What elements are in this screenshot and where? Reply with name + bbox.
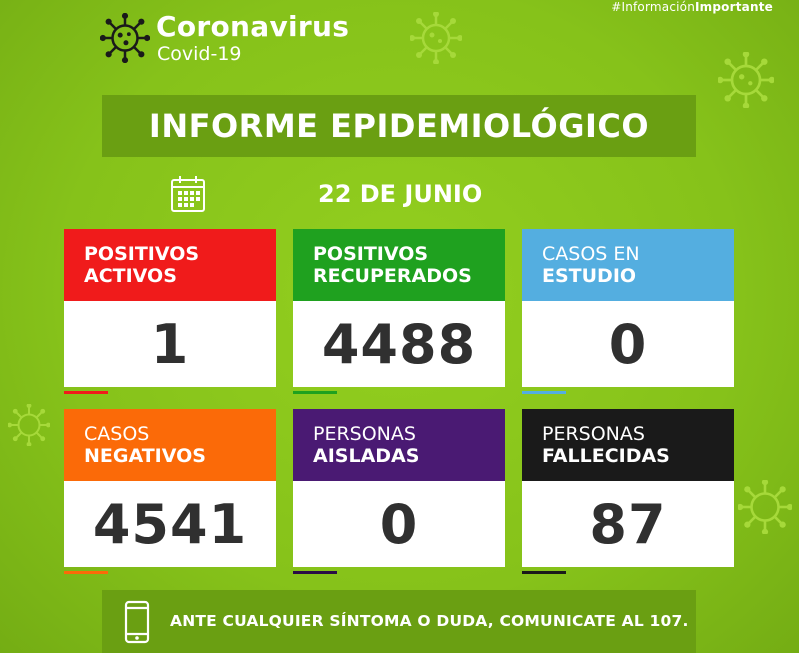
card-value-box xyxy=(64,481,276,567)
card-value: 4541 xyxy=(92,492,248,556)
card-label-line2: ACTIVOS xyxy=(84,265,177,287)
footer-message: ANTE CUALQUIER SÍNTOMA O DUDA, COMUNICATE AL 107. xyxy=(170,612,689,630)
card-positivos-activos xyxy=(64,229,276,389)
card-accent-line xyxy=(64,391,108,394)
card-label-line2: AISLADAS xyxy=(313,445,420,467)
virus-icon xyxy=(8,404,50,446)
card-header xyxy=(522,409,734,481)
card-personas-fallecidas xyxy=(522,409,734,569)
virus-icon xyxy=(718,52,774,108)
card-value-box xyxy=(293,481,505,567)
card-label-line1: POSITIVOS xyxy=(84,243,200,265)
card-label-line2: NEGATIVOS xyxy=(84,445,206,467)
card-positivos-recuperados xyxy=(293,229,505,389)
card-accent-line xyxy=(293,391,337,394)
brand-subtitle: Covid-19 xyxy=(157,43,242,65)
virus-icon xyxy=(410,12,462,64)
card-accent-line xyxy=(522,571,566,574)
card-label-line2: RECUPERADOS xyxy=(313,265,472,287)
card-value: 4488 xyxy=(321,312,477,376)
card-value: 0 xyxy=(379,492,419,556)
brand-title: Coronavirus xyxy=(156,10,350,43)
card-value-box xyxy=(293,301,505,387)
calendar-icon xyxy=(170,175,206,217)
card-label-line1: CASOS xyxy=(84,423,150,445)
card-label-line1: PERSONAS xyxy=(313,423,416,445)
card-accent-line xyxy=(522,391,566,394)
card-label-line1: PERSONAS xyxy=(542,423,645,445)
card-header xyxy=(293,409,505,481)
card-casos-negativos xyxy=(64,409,276,569)
card-label-line2: FALLECIDAS xyxy=(542,445,670,467)
virus-icon xyxy=(738,480,792,534)
card-header xyxy=(522,229,734,301)
card-label-line1: POSITIVOS xyxy=(313,243,429,265)
card-accent-line xyxy=(64,571,108,574)
card-value: 1 xyxy=(150,312,190,376)
card-header xyxy=(64,229,276,301)
report-date: 22 DE JUNIO xyxy=(318,180,483,208)
coronavirus-logo-icon xyxy=(100,13,150,67)
hashtag-label: #InformaciónImportante xyxy=(611,0,773,14)
phone-icon xyxy=(124,600,150,648)
card-casos-en-estudio xyxy=(522,229,734,389)
card-value-box xyxy=(64,301,276,387)
card-header xyxy=(64,409,276,481)
footer-banner xyxy=(102,590,696,653)
report-banner xyxy=(102,95,696,157)
card-label-line2: ESTUDIO xyxy=(542,265,637,287)
card-accent-line xyxy=(293,571,337,574)
card-value-box xyxy=(522,301,734,387)
report-title: INFORME EPIDEMIOLÓGICO xyxy=(148,107,650,145)
card-value-box xyxy=(522,481,734,567)
card-value: 0 xyxy=(608,312,648,376)
card-personas-aisladas xyxy=(293,409,505,569)
card-label-line1: CASOS EN xyxy=(542,243,640,265)
card-header xyxy=(293,229,505,301)
card-value: 87 xyxy=(589,492,667,556)
